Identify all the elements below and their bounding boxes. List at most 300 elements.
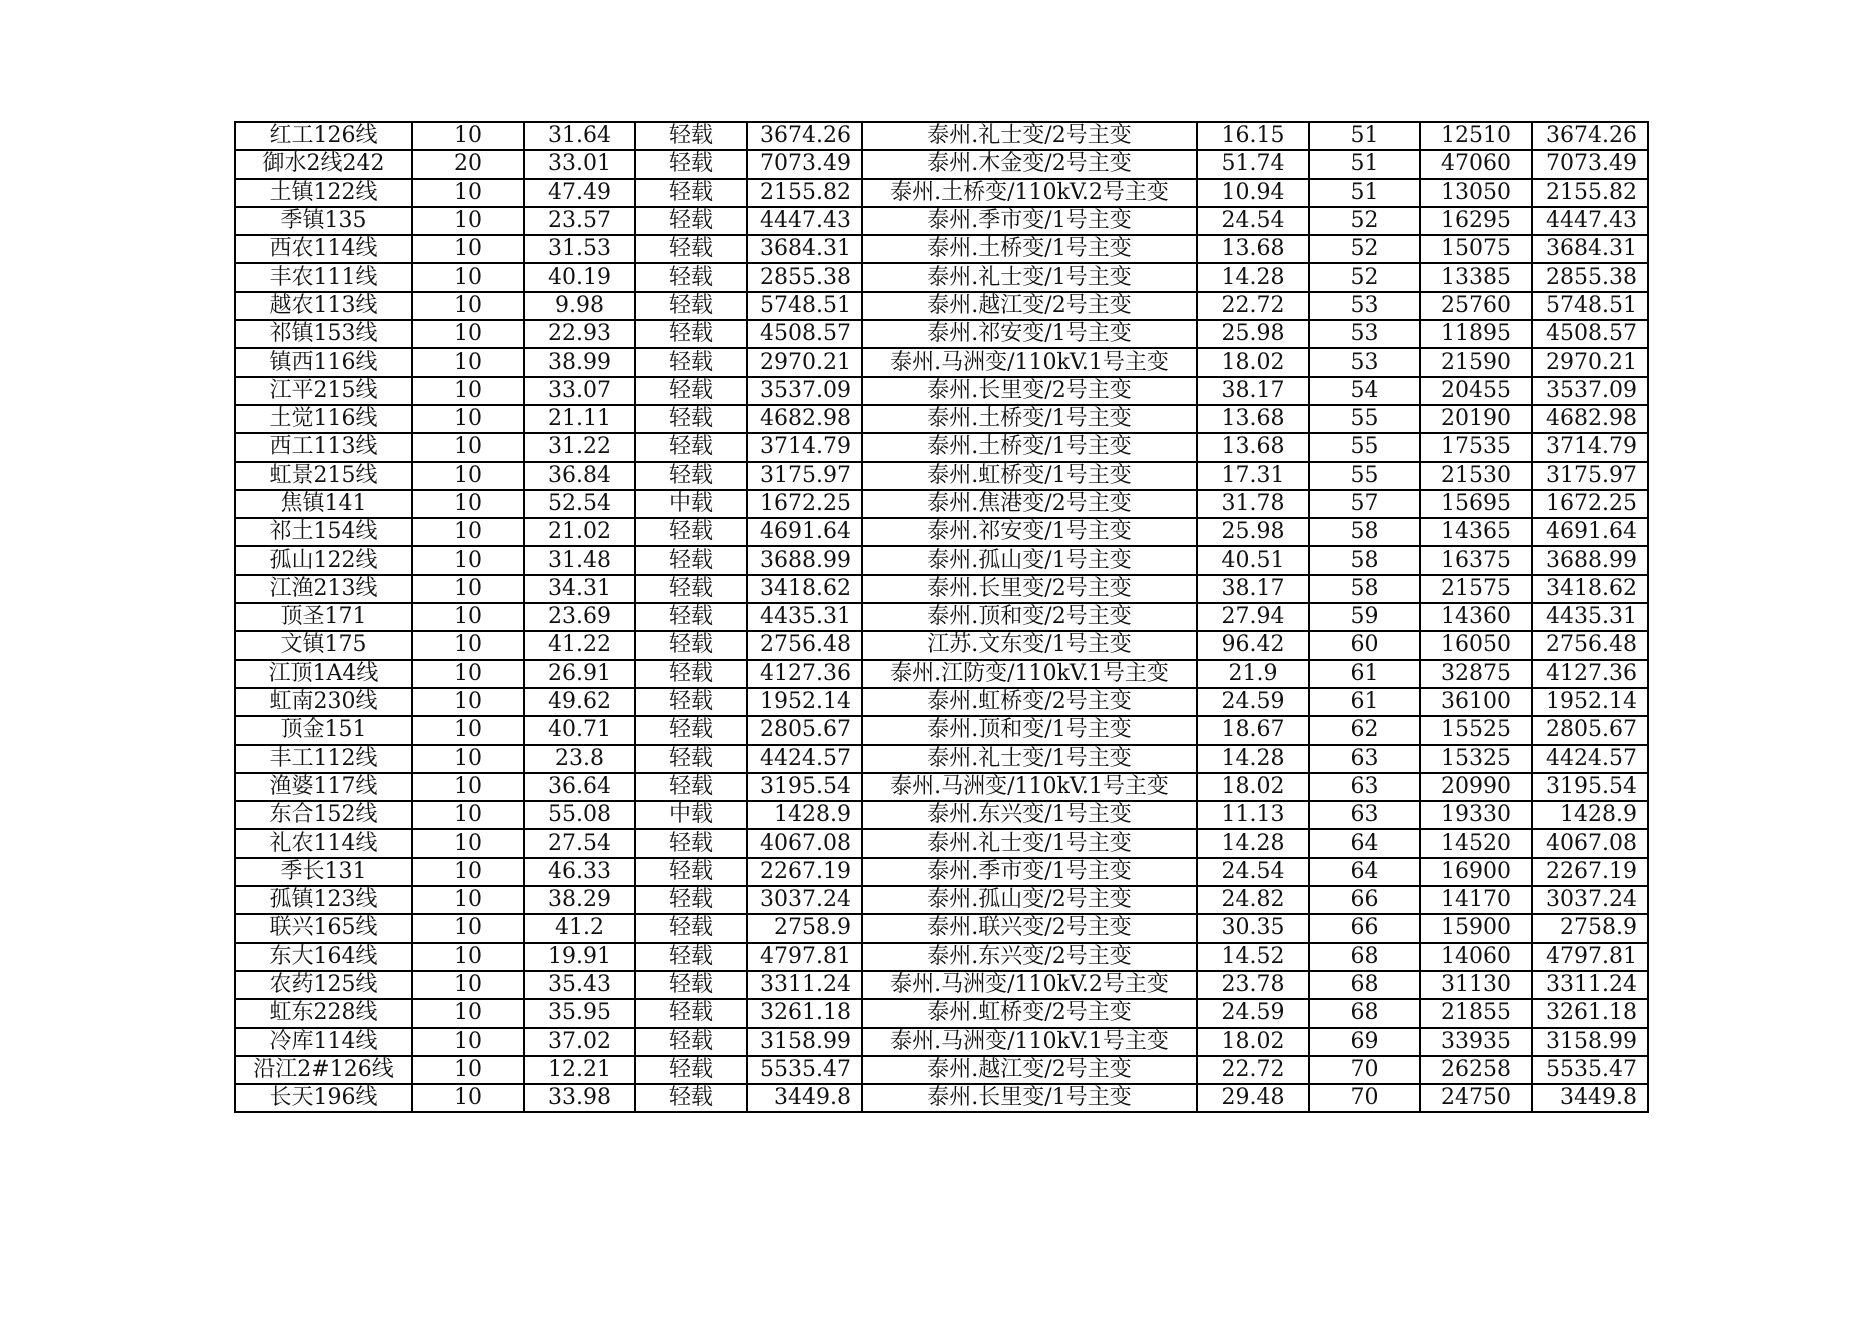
load-rate-cell: 31.53 [524, 235, 635, 263]
line-name-cell: 焦镇141 [235, 490, 412, 518]
value-cell: 16295 [1420, 207, 1532, 235]
voltage-cell: 10 [412, 179, 524, 207]
value-cell: 14170 [1420, 886, 1532, 914]
voltage-cell: 10 [412, 433, 524, 461]
table-row [235, 660, 1648, 688]
count-cell: 70 [1309, 1056, 1420, 1084]
table-row [235, 292, 1648, 320]
table-row [235, 320, 1648, 348]
count-cell: 60 [1309, 631, 1420, 659]
load-status-cell: 中载 [635, 801, 747, 829]
table-row [235, 490, 1648, 518]
table-row [235, 348, 1648, 376]
remaining-capacity-cell: 2267.19 [1532, 858, 1648, 886]
load-status-cell: 轻载 [635, 518, 747, 546]
table-row [235, 971, 1648, 999]
load-rate-cell: 31.64 [524, 122, 635, 150]
remaining-capacity-cell: 1672.25 [1532, 490, 1648, 518]
transformer-rate-cell: 40.51 [1197, 546, 1309, 574]
table-row [235, 1056, 1648, 1084]
remaining-capacity-cell: 3714.79 [1532, 433, 1648, 461]
capacity-cell: 2855.38 [747, 263, 862, 291]
voltage-cell: 10 [412, 546, 524, 574]
remaining-capacity-cell: 3195.54 [1532, 773, 1648, 801]
transformer-rate-cell: 18.02 [1197, 348, 1309, 376]
value-cell: 24750 [1420, 1084, 1532, 1112]
count-cell: 52 [1309, 263, 1420, 291]
transformer-rate-cell: 24.54 [1197, 858, 1309, 886]
substation-transformer-cell: 泰州.土桥变/110kV.2号主变 [862, 179, 1197, 207]
capacity-cell: 3418.62 [747, 575, 862, 603]
load-rate-cell: 55.08 [524, 801, 635, 829]
substation-transformer-cell: 泰州.土桥变/1号主变 [862, 433, 1197, 461]
capacity-cell: 3311.24 [747, 971, 862, 999]
table-row [235, 829, 1648, 857]
voltage-cell: 10 [412, 660, 524, 688]
line-name-cell: 冷库114线 [235, 1028, 412, 1056]
table-row [235, 1084, 1648, 1112]
voltage-cell: 10 [412, 348, 524, 376]
voltage-cell: 10 [412, 575, 524, 603]
transformer-rate-cell: 22.72 [1197, 292, 1309, 320]
value-cell: 16900 [1420, 858, 1532, 886]
capacity-cell: 3684.31 [747, 235, 862, 263]
transformer-rate-cell: 22.72 [1197, 1056, 1309, 1084]
substation-transformer-cell: 泰州.孤山变/1号主变 [862, 546, 1197, 574]
substation-transformer-cell: 泰州.马洲变/110kV.2号主变 [862, 971, 1197, 999]
remaining-capacity-cell: 3449.8 [1532, 1084, 1648, 1112]
count-cell: 52 [1309, 207, 1420, 235]
count-cell: 66 [1309, 914, 1420, 942]
transformer-rate-cell: 24.59 [1197, 999, 1309, 1027]
count-cell: 55 [1309, 433, 1420, 461]
voltage-cell: 20 [412, 150, 524, 178]
count-cell: 58 [1309, 518, 1420, 546]
remaining-capacity-cell: 2155.82 [1532, 179, 1648, 207]
voltage-cell: 10 [412, 490, 524, 518]
value-cell: 16050 [1420, 631, 1532, 659]
voltage-cell: 10 [412, 688, 524, 716]
line-name-cell: 孤镇123线 [235, 886, 412, 914]
table-row [235, 886, 1648, 914]
transformer-rate-cell: 10.94 [1197, 179, 1309, 207]
load-status-cell: 轻载 [635, 235, 747, 263]
line-name-cell: 江渔213线 [235, 575, 412, 603]
table-row [235, 405, 1648, 433]
load-rate-cell: 38.99 [524, 348, 635, 376]
voltage-cell: 10 [412, 320, 524, 348]
count-cell: 61 [1309, 660, 1420, 688]
value-cell: 15695 [1420, 490, 1532, 518]
count-cell: 61 [1309, 688, 1420, 716]
substation-transformer-cell: 泰州.礼士变/1号主变 [862, 829, 1197, 857]
remaining-capacity-cell: 1428.9 [1532, 801, 1648, 829]
line-name-cell: 御水2线242 [235, 150, 412, 178]
count-cell: 68 [1309, 999, 1420, 1027]
capacity-cell: 1672.25 [747, 490, 862, 518]
voltage-cell: 10 [412, 122, 524, 150]
count-cell: 68 [1309, 943, 1420, 971]
table-row [235, 773, 1648, 801]
table-row [235, 546, 1648, 574]
value-cell: 16375 [1420, 546, 1532, 574]
table-row [235, 462, 1648, 490]
load-status-cell: 轻载 [635, 348, 747, 376]
load-rate-cell: 35.95 [524, 999, 635, 1027]
count-cell: 51 [1309, 122, 1420, 150]
remaining-capacity-cell: 2970.21 [1532, 348, 1648, 376]
remaining-capacity-cell: 3674.26 [1532, 122, 1648, 150]
load-rate-cell: 33.01 [524, 150, 635, 178]
transformer-rate-cell: 38.17 [1197, 377, 1309, 405]
transformer-rate-cell: 51.74 [1197, 150, 1309, 178]
table-row [235, 179, 1648, 207]
line-name-cell: 沿江2#126线 [235, 1056, 412, 1084]
transformer-rate-cell: 14.28 [1197, 263, 1309, 291]
voltage-cell: 10 [412, 971, 524, 999]
count-cell: 54 [1309, 377, 1420, 405]
load-status-cell: 轻载 [635, 886, 747, 914]
voltage-cell: 10 [412, 1028, 524, 1056]
capacity-cell: 4447.43 [747, 207, 862, 235]
transformer-rate-cell: 38.17 [1197, 575, 1309, 603]
remaining-capacity-cell: 3311.24 [1532, 971, 1648, 999]
voltage-cell: 10 [412, 999, 524, 1027]
load-rate-cell: 12.21 [524, 1056, 635, 1084]
load-status-cell: 轻载 [635, 122, 747, 150]
load-rate-cell: 9.98 [524, 292, 635, 320]
remaining-capacity-cell: 2758.9 [1532, 914, 1648, 942]
voltage-cell: 10 [412, 801, 524, 829]
substation-transformer-cell: 泰州.越江变/2号主变 [862, 1056, 1197, 1084]
load-status-cell: 轻载 [635, 546, 747, 574]
capacity-cell: 3261.18 [747, 999, 862, 1027]
value-cell: 21590 [1420, 348, 1532, 376]
voltage-cell: 10 [412, 829, 524, 857]
line-name-cell: 祁镇153线 [235, 320, 412, 348]
line-name-cell: 虹东228线 [235, 999, 412, 1027]
value-cell: 19330 [1420, 801, 1532, 829]
value-cell: 32875 [1420, 660, 1532, 688]
capacity-cell: 4691.64 [747, 518, 862, 546]
count-cell: 66 [1309, 886, 1420, 914]
voltage-cell: 10 [412, 518, 524, 546]
table-row [235, 688, 1648, 716]
remaining-capacity-cell: 2805.67 [1532, 716, 1648, 744]
capacity-cell: 3688.99 [747, 546, 862, 574]
capacity-cell: 3037.24 [747, 886, 862, 914]
capacity-cell: 2970.21 [747, 348, 862, 376]
voltage-cell: 10 [412, 462, 524, 490]
transformer-rate-cell: 13.68 [1197, 433, 1309, 461]
load-rate-cell: 21.02 [524, 518, 635, 546]
load-rate-cell: 38.29 [524, 886, 635, 914]
transformer-rate-cell: 18.02 [1197, 773, 1309, 801]
voltage-cell: 10 [412, 858, 524, 886]
load-rate-cell: 46.33 [524, 858, 635, 886]
table-body [235, 122, 1648, 1112]
transformer-rate-cell: 25.98 [1197, 518, 1309, 546]
remaining-capacity-cell: 1952.14 [1532, 688, 1648, 716]
remaining-capacity-cell: 5748.51 [1532, 292, 1648, 320]
load-status-cell: 轻载 [635, 858, 747, 886]
load-status-cell: 轻载 [635, 1056, 747, 1084]
table-row [235, 263, 1648, 291]
table-row [235, 518, 1648, 546]
load-rate-cell: 52.54 [524, 490, 635, 518]
load-status-cell: 轻载 [635, 1084, 747, 1112]
table-row [235, 150, 1648, 178]
remaining-capacity-cell: 3158.99 [1532, 1028, 1648, 1056]
load-status-cell: 轻载 [635, 575, 747, 603]
transformer-rate-cell: 11.13 [1197, 801, 1309, 829]
load-rate-cell: 49.62 [524, 688, 635, 716]
load-status-cell: 轻载 [635, 150, 747, 178]
count-cell: 51 [1309, 179, 1420, 207]
load-rate-cell: 31.48 [524, 546, 635, 574]
substation-transformer-cell: 泰州.祁安变/1号主变 [862, 518, 1197, 546]
substation-transformer-cell: 泰州.祁安变/1号主变 [862, 320, 1197, 348]
remaining-capacity-cell: 4067.08 [1532, 829, 1648, 857]
count-cell: 63 [1309, 801, 1420, 829]
line-name-cell: 农药125线 [235, 971, 412, 999]
count-cell: 53 [1309, 320, 1420, 348]
load-status-cell: 轻载 [635, 943, 747, 971]
count-cell: 52 [1309, 235, 1420, 263]
load-status-cell: 轻载 [635, 829, 747, 857]
voltage-cell: 10 [412, 914, 524, 942]
table-row [235, 716, 1648, 744]
voltage-cell: 10 [412, 745, 524, 773]
remaining-capacity-cell: 4447.43 [1532, 207, 1648, 235]
table-row [235, 943, 1648, 971]
substation-transformer-cell: 江苏.文东变/1号主变 [862, 631, 1197, 659]
substation-transformer-cell: 泰州.虹桥变/2号主变 [862, 688, 1197, 716]
line-name-cell: 西工113线 [235, 433, 412, 461]
substation-transformer-cell: 泰州.孤山变/2号主变 [862, 886, 1197, 914]
load-status-cell: 轻载 [635, 179, 747, 207]
line-name-cell: 祁土154线 [235, 518, 412, 546]
line-name-cell: 丰农111线 [235, 263, 412, 291]
remaining-capacity-cell: 4682.98 [1532, 405, 1648, 433]
remaining-capacity-cell: 4424.57 [1532, 745, 1648, 773]
substation-transformer-cell: 泰州.长里变/1号主变 [862, 1084, 1197, 1112]
capacity-cell: 4797.81 [747, 943, 862, 971]
transformer-rate-cell: 14.28 [1197, 829, 1309, 857]
count-cell: 62 [1309, 716, 1420, 744]
table-row [235, 914, 1648, 942]
count-cell: 58 [1309, 546, 1420, 574]
transformer-rate-cell: 14.28 [1197, 745, 1309, 773]
remaining-capacity-cell: 4797.81 [1532, 943, 1648, 971]
remaining-capacity-cell: 7073.49 [1532, 150, 1648, 178]
capacity-cell: 3158.99 [747, 1028, 862, 1056]
line-name-cell: 虹景215线 [235, 462, 412, 490]
substation-transformer-cell: 泰州.顶和变/1号主变 [862, 716, 1197, 744]
count-cell: 63 [1309, 773, 1420, 801]
capacity-cell: 2758.9 [747, 914, 862, 942]
value-cell: 13385 [1420, 263, 1532, 291]
capacity-cell: 5535.47 [747, 1056, 862, 1084]
transformer-rate-cell: 14.52 [1197, 943, 1309, 971]
count-cell: 64 [1309, 829, 1420, 857]
capacity-cell: 3714.79 [747, 433, 862, 461]
value-cell: 36100 [1420, 688, 1532, 716]
load-status-cell: 轻载 [635, 263, 747, 291]
load-rate-cell: 21.11 [524, 405, 635, 433]
value-cell: 14060 [1420, 943, 1532, 971]
count-cell: 64 [1309, 858, 1420, 886]
capacity-cell: 2756.48 [747, 631, 862, 659]
transformer-rate-cell: 30.35 [1197, 914, 1309, 942]
transformer-rate-cell: 31.78 [1197, 490, 1309, 518]
load-status-cell: 轻载 [635, 377, 747, 405]
line-name-cell: 江顶1A4线 [235, 660, 412, 688]
table-row [235, 433, 1648, 461]
value-cell: 26258 [1420, 1056, 1532, 1084]
table-row [235, 122, 1648, 150]
remaining-capacity-cell: 3261.18 [1532, 999, 1648, 1027]
transformer-rate-cell: 13.68 [1197, 235, 1309, 263]
voltage-cell: 10 [412, 603, 524, 631]
table-row [235, 631, 1648, 659]
load-status-cell: 中载 [635, 490, 747, 518]
load-rate-cell: 26.91 [524, 660, 635, 688]
transformer-rate-cell: 24.59 [1197, 688, 1309, 716]
value-cell: 20190 [1420, 405, 1532, 433]
substation-transformer-cell: 泰州.东兴变/2号主变 [862, 943, 1197, 971]
substation-transformer-cell: 泰州.土桥变/1号主变 [862, 235, 1197, 263]
capacity-cell: 3195.54 [747, 773, 862, 801]
substation-transformer-cell: 泰州.虹桥变/1号主变 [862, 462, 1197, 490]
line-name-cell: 越农113线 [235, 292, 412, 320]
substation-transformer-cell: 泰州.马洲变/110kV.1号主变 [862, 1028, 1197, 1056]
substation-transformer-cell: 泰州.礼士变/1号主变 [862, 745, 1197, 773]
substation-transformer-cell: 泰州.季市变/1号主变 [862, 858, 1197, 886]
line-name-cell: 西农114线 [235, 235, 412, 263]
voltage-cell: 10 [412, 631, 524, 659]
load-rate-cell: 33.98 [524, 1084, 635, 1112]
count-cell: 55 [1309, 462, 1420, 490]
value-cell: 14520 [1420, 829, 1532, 857]
load-status-cell: 轻载 [635, 773, 747, 801]
value-cell: 21530 [1420, 462, 1532, 490]
line-name-cell: 镇西116线 [235, 348, 412, 376]
transformer-rate-cell: 23.78 [1197, 971, 1309, 999]
capacity-cell: 4508.57 [747, 320, 862, 348]
load-status-cell: 轻载 [635, 631, 747, 659]
value-cell: 13050 [1420, 179, 1532, 207]
count-cell: 63 [1309, 745, 1420, 773]
line-name-cell: 东大164线 [235, 943, 412, 971]
value-cell: 20455 [1420, 377, 1532, 405]
value-cell: 14365 [1420, 518, 1532, 546]
load-rate-cell: 41.22 [524, 631, 635, 659]
line-name-cell: 红工126线 [235, 122, 412, 150]
load-status-cell: 轻载 [635, 999, 747, 1027]
substation-transformer-cell: 泰州.马洲变/110kV.1号主变 [862, 348, 1197, 376]
table-row [235, 858, 1648, 886]
value-cell: 15075 [1420, 235, 1532, 263]
load-rate-cell: 23.57 [524, 207, 635, 235]
line-name-cell: 联兴165线 [235, 914, 412, 942]
substation-transformer-cell: 泰州.土桥变/1号主变 [862, 405, 1197, 433]
capacity-cell: 4127.36 [747, 660, 862, 688]
load-status-cell: 轻载 [635, 603, 747, 631]
load-status-cell: 轻载 [635, 1028, 747, 1056]
remaining-capacity-cell: 4127.36 [1532, 660, 1648, 688]
load-rate-cell: 47.49 [524, 179, 635, 207]
remaining-capacity-cell: 5535.47 [1532, 1056, 1648, 1084]
voltage-cell: 10 [412, 292, 524, 320]
count-cell: 55 [1309, 405, 1420, 433]
substation-transformer-cell: 泰州.礼士变/2号主变 [862, 122, 1197, 150]
transformer-rate-cell: 18.02 [1197, 1028, 1309, 1056]
substation-transformer-cell: 泰州.东兴变/1号主变 [862, 801, 1197, 829]
line-name-cell: 顶金151 [235, 716, 412, 744]
line-name-cell: 土镇122线 [235, 179, 412, 207]
table-row [235, 999, 1648, 1027]
remaining-capacity-cell: 3175.97 [1532, 462, 1648, 490]
transformer-rate-cell: 27.94 [1197, 603, 1309, 631]
load-rate-cell: 19.91 [524, 943, 635, 971]
count-cell: 53 [1309, 292, 1420, 320]
load-status-cell: 轻载 [635, 688, 747, 716]
load-status-cell: 轻载 [635, 292, 747, 320]
value-cell: 20990 [1420, 773, 1532, 801]
load-status-cell: 轻载 [635, 320, 747, 348]
voltage-cell: 10 [412, 1084, 524, 1112]
transformer-rate-cell: 96.42 [1197, 631, 1309, 659]
value-cell: 14360 [1420, 603, 1532, 631]
capacity-cell: 7073.49 [747, 150, 862, 178]
capacity-cell: 3449.8 [747, 1084, 862, 1112]
capacity-cell: 3537.09 [747, 377, 862, 405]
table-row [235, 575, 1648, 603]
substation-transformer-cell: 泰州.顶和变/2号主变 [862, 603, 1197, 631]
load-status-cell: 轻载 [635, 462, 747, 490]
remaining-capacity-cell: 4508.57 [1532, 320, 1648, 348]
line-name-cell: 东合152线 [235, 801, 412, 829]
voltage-cell: 10 [412, 1056, 524, 1084]
load-rate-cell: 40.19 [524, 263, 635, 291]
voltage-cell: 10 [412, 235, 524, 263]
value-cell: 47060 [1420, 150, 1532, 178]
load-status-cell: 轻载 [635, 405, 747, 433]
table-row [235, 801, 1648, 829]
load-rate-cell: 36.64 [524, 773, 635, 801]
load-rate-cell: 41.2 [524, 914, 635, 942]
load-rate-cell: 23.8 [524, 745, 635, 773]
voltage-cell: 10 [412, 377, 524, 405]
transformer-rate-cell: 17.31 [1197, 462, 1309, 490]
value-cell: 25760 [1420, 292, 1532, 320]
line-name-cell: 长天196线 [235, 1084, 412, 1112]
remaining-capacity-cell: 2855.38 [1532, 263, 1648, 291]
count-cell: 57 [1309, 490, 1420, 518]
line-name-cell: 虹南230线 [235, 688, 412, 716]
substation-transformer-cell: 泰州.长里变/2号主变 [862, 377, 1197, 405]
load-rate-cell: 27.54 [524, 829, 635, 857]
line-name-cell: 季长131 [235, 858, 412, 886]
capacity-cell: 2267.19 [747, 858, 862, 886]
load-status-cell: 轻载 [635, 914, 747, 942]
value-cell: 11895 [1420, 320, 1532, 348]
line-name-cell: 顶圣171 [235, 603, 412, 631]
capacity-cell: 2805.67 [747, 716, 862, 744]
count-cell: 68 [1309, 971, 1420, 999]
load-rate-cell: 35.43 [524, 971, 635, 999]
